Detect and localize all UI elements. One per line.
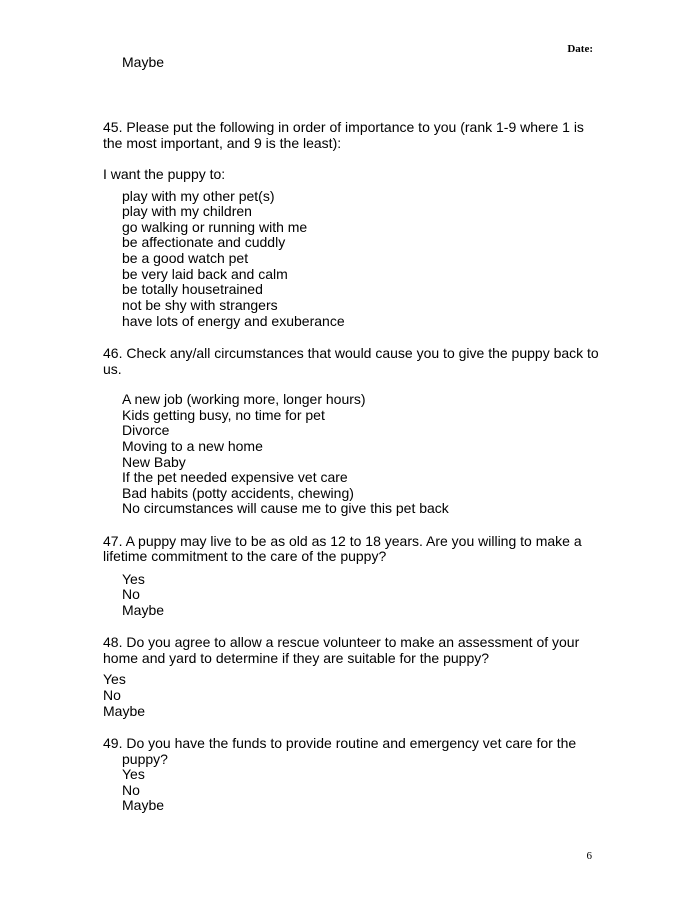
question-45-text-line2: the most important, and 9 is the least): xyxy=(103,135,342,151)
list-item: Moving to a new home xyxy=(122,438,263,454)
list-item: Kids getting busy, no time for pet xyxy=(122,407,325,423)
list-item: be a good watch pet xyxy=(122,250,249,266)
answer-option: No xyxy=(103,687,121,703)
answer-option: Maybe xyxy=(103,703,146,719)
question-48-text-line1: 48. Do you agree to allow a rescue volunteer to make an assessment of your xyxy=(103,634,580,650)
answer-option: Yes xyxy=(122,766,145,782)
list-item: Divorce xyxy=(122,422,170,438)
list-item: play with my other pet(s) xyxy=(122,188,275,204)
list-item: have lots of energy and exuberance xyxy=(122,313,345,329)
page-number: 6 xyxy=(586,850,592,862)
question-47-text-line1: 47. A puppy may live to be as old as 12 to 18 years. Are you willing to make a xyxy=(103,533,582,549)
list-item: be totally housetrained xyxy=(122,281,263,297)
question-45-intro: I want the puppy to: xyxy=(103,166,226,182)
answer-option: Yes xyxy=(103,671,126,687)
question-47-text-line2: lifetime commitment to the care of the puppy? xyxy=(103,548,387,564)
answer-option: No xyxy=(122,586,140,602)
list-item: No circumstances will cause me to give this pet back xyxy=(122,500,449,516)
list-item: go walking or running with me xyxy=(122,219,308,235)
list-item: be very laid back and calm xyxy=(122,266,288,282)
question-46-text-line1: 46. Check any/all circumstances that would cause you to give the puppy back to xyxy=(103,345,599,361)
question-46-text-line2: us. xyxy=(103,361,122,377)
list-item: Bad habits (potty accidents, chewing) xyxy=(122,485,354,501)
list-item: A new job (working more, longer hours) xyxy=(122,391,366,407)
list-item: New Baby xyxy=(122,454,186,470)
question-45-text-line1: 45. Please put the following in order of importance to you (rank 1-9 where 1 is xyxy=(103,119,584,135)
list-item: play with my children xyxy=(122,203,252,219)
answer-option: Yes xyxy=(122,571,145,587)
top-option: Maybe xyxy=(122,54,165,70)
list-item: If the pet needed expensive vet care xyxy=(122,469,348,485)
list-item: not be shy with strangers xyxy=(122,297,278,313)
list-item: be affectionate and cuddly xyxy=(122,234,286,250)
question-49-text-line1: 49. Do you have the funds to provide routine and emergency vet care for the xyxy=(103,735,577,751)
answer-option: No xyxy=(122,782,140,798)
answer-option: Maybe xyxy=(122,797,165,813)
answer-option: Maybe xyxy=(122,602,165,618)
question-49-text-line2: puppy? xyxy=(122,751,168,767)
question-48-text-line2: home and yard to determine if they are suitable for the puppy? xyxy=(103,650,490,666)
header-date-label: Date: xyxy=(567,43,593,55)
